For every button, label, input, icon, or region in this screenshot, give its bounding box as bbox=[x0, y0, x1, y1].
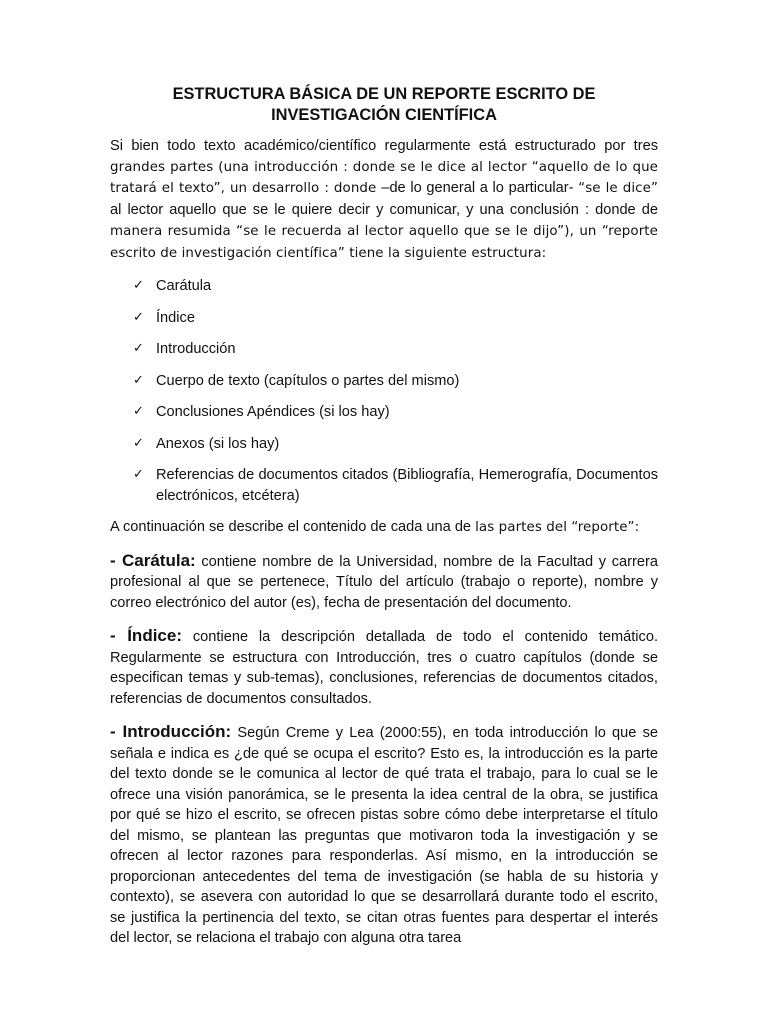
intro-text-1: Si bien todo texto académico/científico regularmente está estructurado por tres bbox=[110, 138, 658, 154]
section-heading-indice: - Índice: bbox=[110, 626, 182, 645]
checkmark-icon: ✓ bbox=[133, 404, 144, 419]
continuation-paragraph bbox=[110, 517, 658, 539]
document-title: ESTRUCTURA BÁSICA DE UN REPORTE ESCRITO DE INVESTIGACIÓN CIENTÍFICA bbox=[172, 85, 596, 124]
document-content bbox=[110, 84, 658, 962]
checklist-item-label: Anexos (si los hay) bbox=[156, 435, 280, 452]
intro-text-6: manera resumida “se le recuerda al lector aquello que se le dijo”), un “reporte escrito de investigación científica” tiene la siguiente estructura: bbox=[110, 224, 658, 261]
section-heading-introduccion: - Introducción: bbox=[110, 722, 232, 741]
section-body-indice: contiene la descripción detallada de todo el contenido temático. Regularmente se estructura con Introducción, tres o cuatro capítulos (donde se especifican temas y sub-temas), conclusiones, referencias de documentos citados, referencias de documentos consultados. bbox=[110, 629, 659, 707]
checklist-item-label: Conclusiones Apéndices (si los hay) bbox=[156, 404, 390, 420]
checklist-item-label: Índice bbox=[156, 309, 195, 326]
section-introduccion bbox=[110, 722, 658, 949]
section-indice bbox=[110, 626, 658, 709]
intro-text-5: al lector aquello que se le quiere decir y comunicar, y una conclusión : donde de bbox=[110, 201, 658, 218]
checklist-item bbox=[110, 308, 658, 329]
checklist-item bbox=[110, 402, 658, 423]
checklist-item bbox=[110, 434, 658, 455]
checklist-item bbox=[110, 465, 658, 506]
checkmark-icon: ✓ bbox=[133, 278, 144, 293]
checkmark-icon: ✓ bbox=[133, 372, 144, 388]
checklist-item bbox=[110, 276, 658, 297]
checkmark-icon: ✓ bbox=[133, 467, 144, 482]
section-body-introduccion: Según Creme y Lea (2000:55), en toda introducción lo que se señala e indica es ¿de qué se ocupa el escrito? Esto es, la introducción es la parte del texto donde se le comunica al lector de qué trata el trabajo, para lo cual se le ofrece una visión panorámica, se le presenta la idea central de la obra, se justifica por qué se hizo el escrito, se ofrecen pistas sobre cómo debe interpretarse el título del mismo, se plantean las preguntas que motivaron toda la investigación y se ofrecen al lector razones para responderlas. Así mismo, en la introducción se proporcionan antecedentes del tema de investigación (se habla de su historia y contexto), se asevera con autoridad lo que se desarrollará durante todo el escrito, se justifica la pertinencia del texto, se citan otras fuentes para despertar el interés del lector, se relaciona el trabajo con alguna otra tarea bbox=[110, 725, 658, 946]
section-body-caratula: contiene nombre de la Universidad, nombre de la Facultad y carrera profesional al que se pertenece, Título del artículo (trabajo o reporte), nombre y correo electrónico del autor (es), fecha de presentación del documento. bbox=[110, 553, 658, 611]
checklist-item bbox=[110, 371, 658, 392]
intro-text-4: “se le dice” bbox=[578, 181, 658, 196]
checklist-item-label: Carátula bbox=[156, 278, 212, 294]
intro-text-2: grandes partes (una introducción : donde se le dice al lector “aquello de lo que tratará el texto”, un desarrollo : donde bbox=[110, 159, 658, 196]
continuation-tail: las partes del “reporte”: bbox=[475, 520, 640, 535]
checklist-item-label: Cuerpo de texto (capítulos o partes del mismo) bbox=[156, 372, 460, 389]
section-heading-caratula: - Carátula: bbox=[110, 550, 196, 570]
section-caratula bbox=[110, 551, 658, 614]
structure-checklist bbox=[110, 276, 658, 506]
checklist-item-label: Referencias de documentos citados (Bibliografía, Hemerografía, Documentos electrónicos, etcétera) bbox=[156, 467, 658, 504]
checklist-item-label: Introducción bbox=[156, 341, 236, 357]
checkmark-icon: ✓ bbox=[133, 309, 144, 325]
intro-text-3: –de lo general a lo particular- bbox=[381, 180, 579, 196]
checkmark-icon: ✓ bbox=[133, 341, 144, 356]
continuation-lead: A continuación se describe el contenido de cada una de bbox=[110, 519, 476, 535]
checklist-item bbox=[110, 339, 658, 360]
intro-paragraph bbox=[110, 136, 658, 264]
checkmark-icon: ✓ bbox=[133, 435, 144, 451]
